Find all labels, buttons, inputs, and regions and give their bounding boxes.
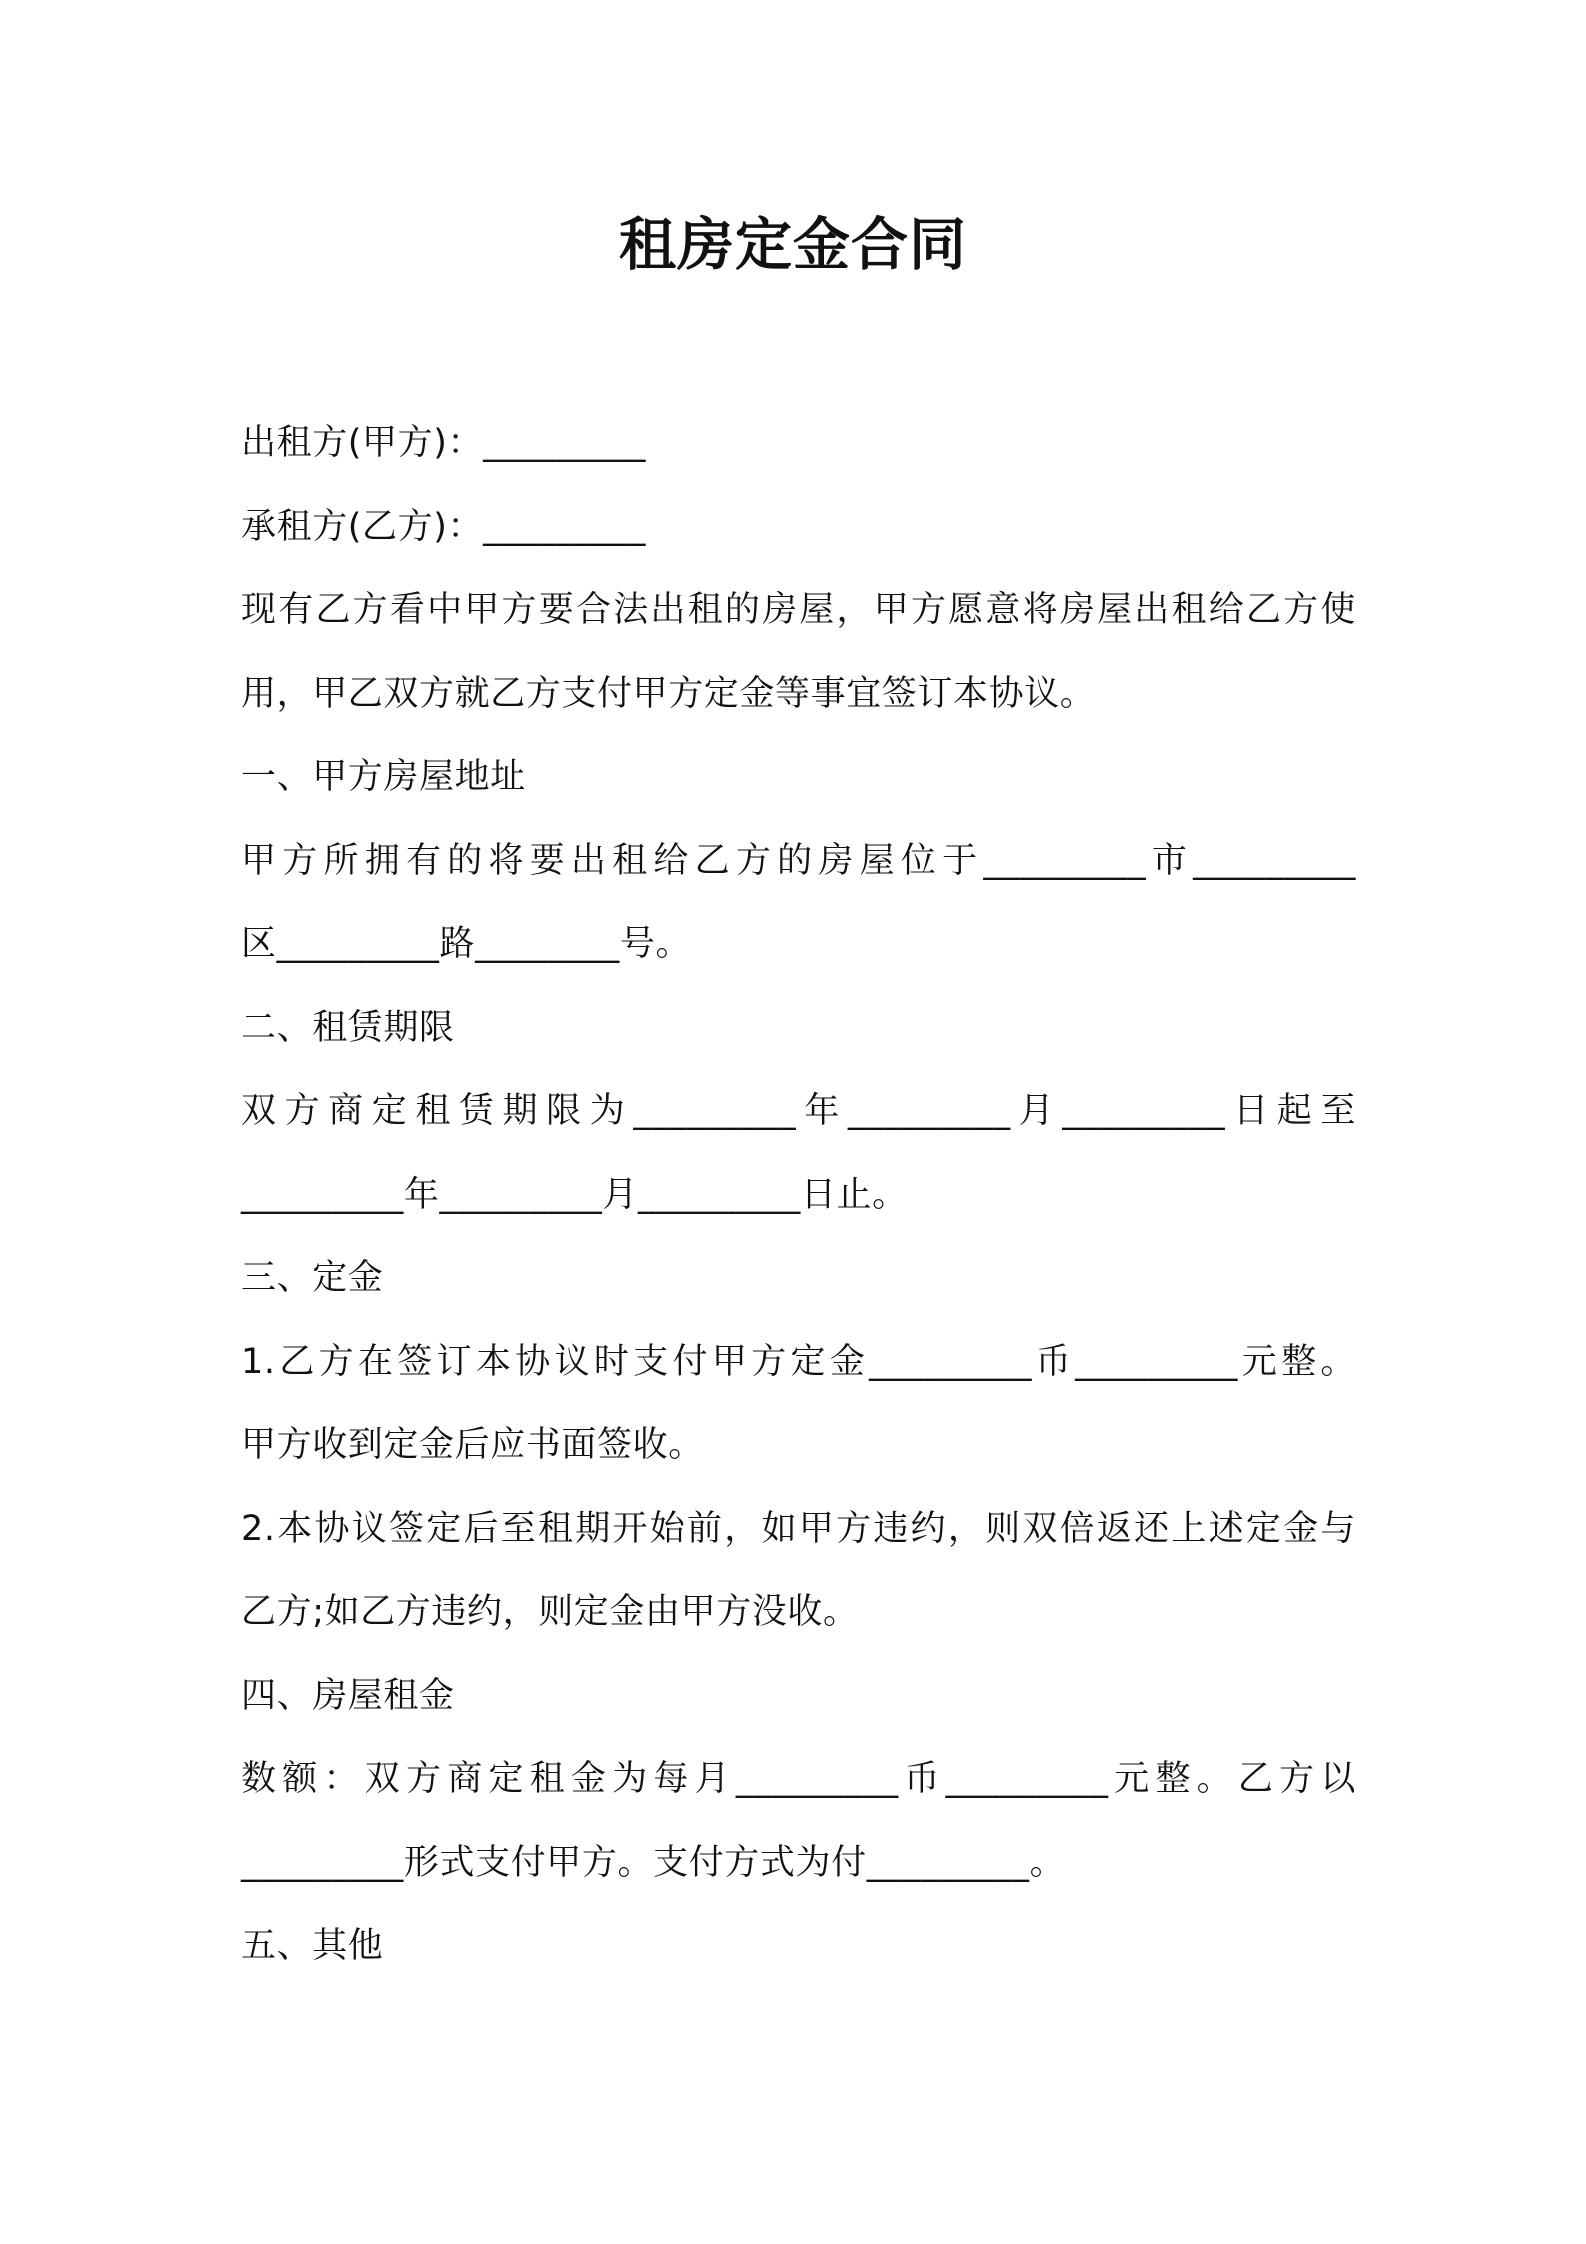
intro-paragraph-line-2: 用，甲乙双方就乙方支付甲方定金等事宜签订本协议。 bbox=[241, 673, 1096, 714]
term-paragraph-line-1: 双方商定租赁期限为_________年_________月_________日起至 bbox=[241, 1091, 1356, 1131]
section-heading-address: 一、甲方房屋地址 bbox=[241, 757, 526, 797]
section-heading-rent: 四、房屋租金 bbox=[241, 1675, 455, 1716]
address-paragraph-line-2: 区_________路________号。 bbox=[241, 924, 692, 964]
deposit-clause-2-line-2: 乙方;如乙方违约，则定金由甲方没收。 bbox=[241, 1592, 859, 1632]
address-paragraph-line-1: 甲方所拥有的将要出租给乙方的房屋位于_________市_________ bbox=[241, 840, 1356, 881]
deposit-clause-1-line-2: 甲方收到定金后应书面签收。 bbox=[241, 1425, 704, 1465]
document-title: 租房定金合同 bbox=[619, 212, 967, 278]
term-paragraph-line-2: _________年_________月_________日止。 bbox=[241, 1174, 908, 1215]
intro-paragraph-line-1: 现有乙方看中甲方要合法出租的房屋，甲方愿意将房屋出租给乙方使 bbox=[241, 590, 1356, 630]
rent-paragraph-line-2: _________形式支付甲方。支付方式为付_________。 bbox=[241, 1842, 1066, 1883]
section-heading-term: 二、租赁期限 bbox=[241, 1007, 455, 1048]
section-heading-deposit: 三、定金 bbox=[241, 1258, 384, 1298]
document-body bbox=[241, 402, 1356, 1989]
deposit-clause-1-line-1: 1.乙方在签订本协议时支付甲方定金_________币_________元整。 bbox=[241, 1341, 1356, 1382]
party-a-line: 出租方(甲方)：_________ bbox=[241, 423, 647, 463]
deposit-clause-2-line-1: 2.本协议签定后至租期开始前，如甲方违约，则双倍返还上述定金与 bbox=[241, 1508, 1356, 1549]
party-b-line: 承租方(乙方)：_________ bbox=[241, 506, 647, 547]
section-heading-other: 五、其他 bbox=[241, 1926, 384, 1966]
rent-paragraph-line-1: 数额：双方商定租金为每月_________币_________元整。乙方以 bbox=[241, 1759, 1356, 1799]
